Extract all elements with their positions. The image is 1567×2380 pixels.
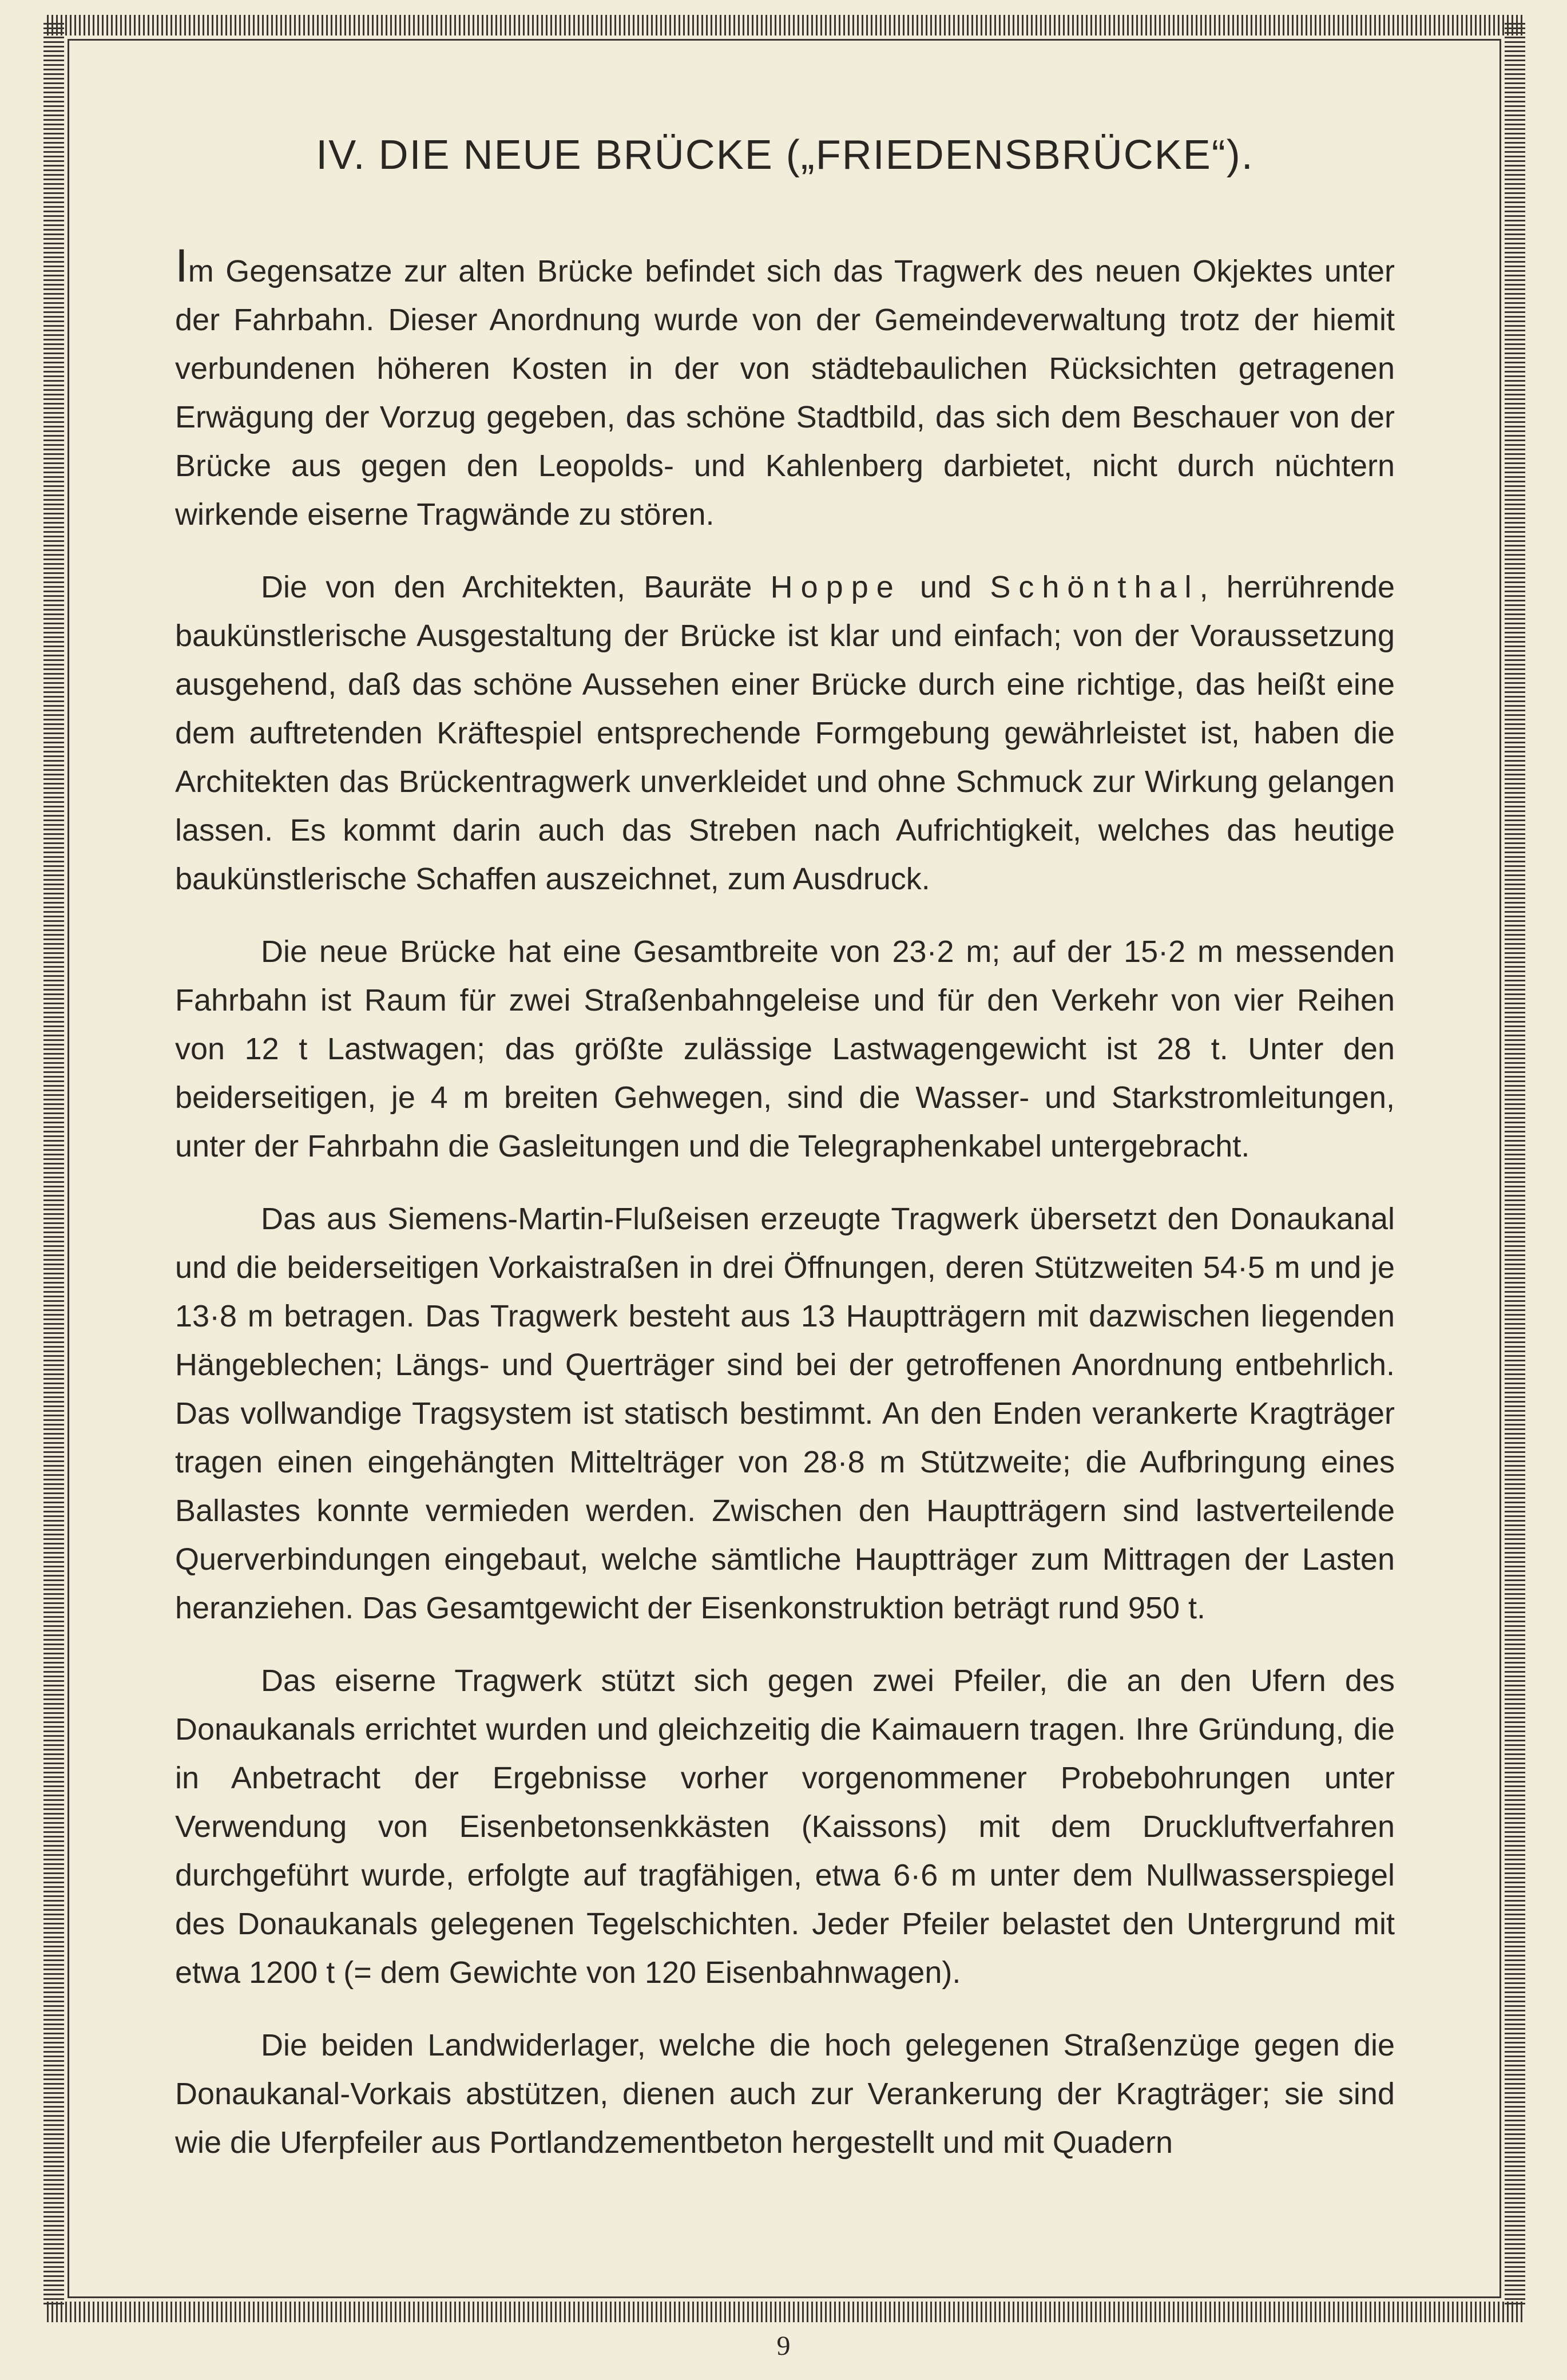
- initial-letter: I: [175, 240, 188, 292]
- paragraph-2-text-between: und: [901, 570, 990, 604]
- paragraph-3: Die neue Brücke hat eine Gesamtbreite von 23·2 m; auf der 15·2 m messenden Fahrbahn ist Raum für zwei Straßenbahngeleise und für den Verkehr von vier Reihen von 12 t Lastwagen; das größte zulässige Lastwagengewicht ist 28 t. Unter den beiderseitigen, je 4 m breiten Gehwegen, sind die Wasser- und Starkstromleitungen, unter der Fahrbahn die Gasleitungen und die Telegraphenkabel untergebracht.: [175, 934, 1395, 1163]
- paragraph-1: [175, 240, 1395, 539]
- paragraph-6: Die beiden Landwiderlager, welche die hoch gelegenen Straßenzüge gegen die Donaukanal-Vorkais abstützen, dienen auch zur Verankerung der Kragträger; sie sind wie die Uferpfeiler aus Portlandzementbeton hergestellt und mit Quadern: [175, 2028, 1395, 2160]
- paragraph-2-text-start: Die von den Architekten, Bauräte: [261, 570, 771, 604]
- frame-bottom-border: [47, 2302, 1523, 2322]
- paragraph-2: [175, 563, 1395, 904]
- page-body: [175, 132, 1395, 2191]
- frame-right-border: [1505, 23, 1525, 2306]
- frame-left-border: [43, 23, 64, 2306]
- chapter-heading: IV. DIE NEUE BRÜCKE („FRIEDENSBRÜCKE“).: [316, 132, 1254, 178]
- page-number: 9: [776, 2331, 791, 2361]
- paragraph-4: Das aus Siemens-Martin-Flußeisen erzeugte Tragwerk übersetzt den Donaukanal und die beiderseitigen Vorkaistraßen in drei Öffnungen, deren Stützweiten 54·5 m und je 13·8 m betragen. Das Tragwerk besteht aus 13 Hauptträgern mit dazwischen liegenden Hängeblechen; Längs- und Querträger sind bei der getroffenen Anordnung entbehrlich. Das vollwandige Tragsystem ist statisch bestimmt. An den Enden verankerte Kragträger tragen einen eingehängten Mittelträger von 28·8 m Stützweite; die Aufbringung eines Ballastes konnte vermieden werden. Zwischen den Hauptträgern sind lastverteilende Querverbindungen eingebaut, welche sämtliche Hauptträger zum Mittragen der Lasten heranziehen. Das Gesamtgewicht der Eisenkonstruktion beträgt rund 950 t.: [175, 1202, 1395, 1625]
- architect-name-hoppe: Hoppe: [770, 570, 902, 604]
- paragraph-2-text-end: , herrührende baukünstlerische Ausgestaltung der Brücke ist klar und einfach; von der Voraussetzung ausgehend, daß das schöne Aussehen einer Brücke durch eine richtige, das heißt eine dem auftretenden Kräftespiel entsprechende Formgebung gewährleistet ist, haben die Architekten das Brückentragwerk unverkleidet und ohne Schmuck zur Wirkung gelangen lassen. Es kommt darin auch das Streben nach Aufrichtigkeit, welches das heutige baukünstlerische Schaffen auszeichnet, zum Ausdruck.: [175, 570, 1395, 896]
- architect-name-schoenthal: Schönthal: [990, 570, 1200, 604]
- paragraph-5: Das eiserne Tragwerk stützt sich gegen zwei Pfeiler, die an den Ufern des Donaukanals errichtet wurden und gleichzeitig die Kaimauern tragen. Ihre Gründung, die in Anbetracht der Ergebnisse vorher vorgenommener Probebohrungen unter Verwendung von Eisenbetonsenkkästen (Kaissons) mit dem Druckluftverfahren durchgeführt wurde, erfolgte auf tragfähigen, etwa 6·6 m unter dem Nullwasserspiegel des Donaukanals gelegenen Tegelschichten. Jeder Pfeiler belastet den Untergrund mit etwa 1200 t (= dem Gewichte von 120 Eisenbahnwagen).: [175, 1664, 1395, 1990]
- paragraph-1-text: m Gegensatze zur alten Brücke befindet sich das Tragwerk des neuen Okjektes unter der Fahrbahn. Dieser Anordnung wurde von der Gemeindeverwaltung trotz der hiemit verbundenen höheren Kosten in der von städtebaulichen Rücksichten getragenen Erwägung der Vorzug gegeben, das schöne Stadtbild, das sich dem Beschauer von der Brücke aus gegen den Leopolds- und Kahlenberg darbietet, nicht durch nüchtern wirkende eiserne Tragwände zu stören.: [175, 254, 1395, 532]
- frame-top-border: [47, 15, 1523, 35]
